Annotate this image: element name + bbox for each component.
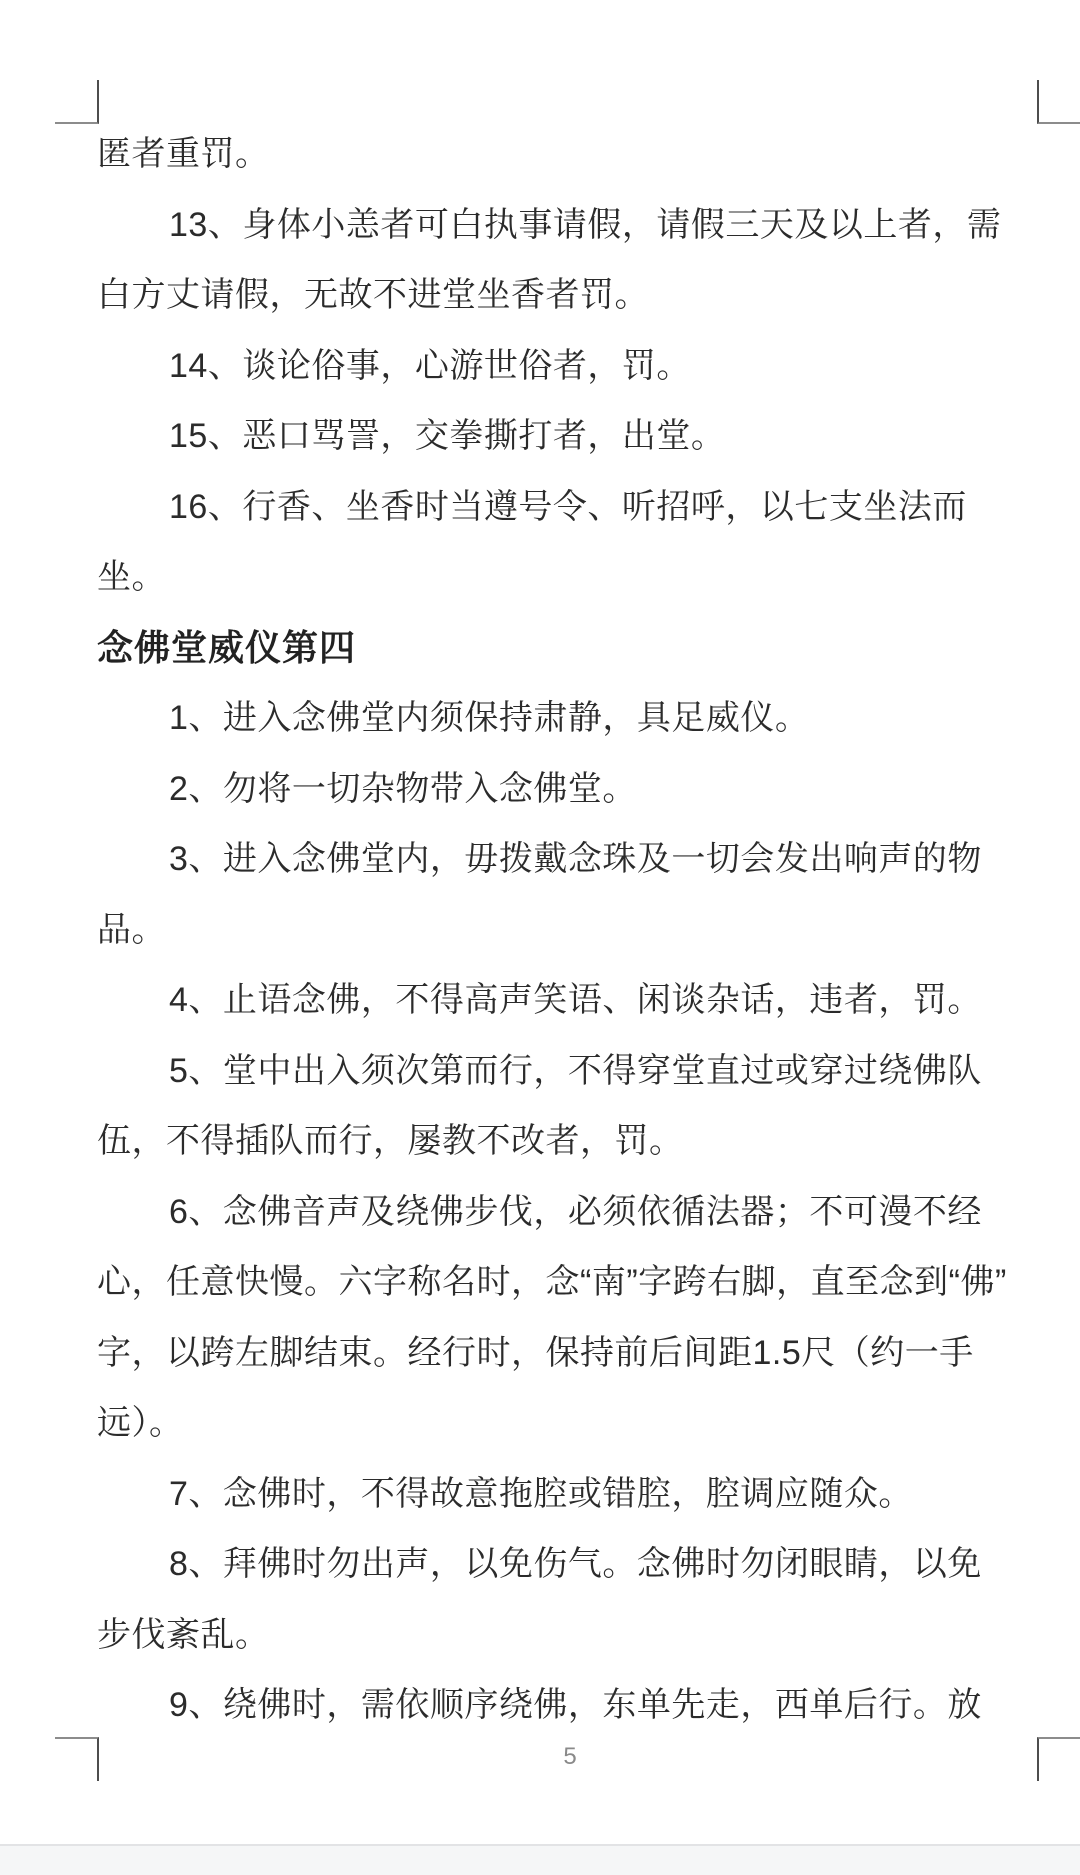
margin-crop-mark-top-left <box>55 80 99 124</box>
bottom-bar <box>0 1844 1080 1875</box>
doc-line: 15、恶口骂詈，交拳撕打者，出堂。 <box>169 417 726 455</box>
doc-body <box>97 119 1043 1741</box>
doc-line: 品。 <box>97 910 166 949</box>
doc-line: 13、身体小恙者可白执事请假，请假三天及以上者，需 <box>169 205 1002 244</box>
doc-line: 3、进入念佛堂内，毋拨戴念珠及一切会发出响声的物 <box>169 840 982 878</box>
doc-line: 匿者重罚。 <box>97 135 270 173</box>
margin-crop-mark-bottom-left <box>55 1737 99 1781</box>
doc-line: 5、堂中出入须次第而行，不得穿堂直过或穿过绕佛队 <box>169 1051 982 1090</box>
doc-line: 伍，不得插队而行，屡教不改者，罚。 <box>97 1122 684 1160</box>
doc-line: 字，以跨左脚结束。经行时，保持前后间距1.5尺（约一手 <box>97 1333 974 1372</box>
margin-crop-mark-top-right <box>1037 80 1080 124</box>
doc-line: 远）。 <box>97 1404 184 1442</box>
doc-line: 16、行香、坐香时当遵号令、听招呼，以七支坐法而 <box>169 487 967 526</box>
doc-line: 心，任意快慢。六字称名时，念“南”字跨右脚，直至念到“佛” <box>97 1263 1007 1301</box>
doc-line: 8、拜佛时勿出声，以免伤气。念佛时勿闭眼睛，以免 <box>169 1545 982 1583</box>
doc-line: 念佛堂威仪第四 <box>97 626 357 668</box>
page-number: 5 <box>563 1743 577 1770</box>
doc-line: 白方丈请假，无故不进堂坐香者罚。 <box>97 276 649 314</box>
doc-line: 6、念佛音声及绕佛步伐，必须依循法器；不可漫不经 <box>169 1192 982 1231</box>
doc-line: 9、绕佛时，需依顺序绕佛，东单先走，西单后行。放 <box>169 1686 982 1724</box>
doc-line: 2、勿将一切杂物带入念佛堂。 <box>169 769 637 808</box>
margin-crop-mark-bottom-right <box>1037 1737 1080 1781</box>
doc-line: 1、进入念佛堂内须保持肃静，具足威仪。 <box>169 699 810 737</box>
doc-line: 7、念佛时，不得故意拖腔或错腔，腔调应随众。 <box>169 1474 913 1513</box>
doc-line: 步伐紊乱。 <box>97 1615 270 1654</box>
doc-line: 4、止语念佛，不得高声笑语、闲谈杂话，违者，罚。 <box>169 981 982 1019</box>
doc-line: 14、谈论俗事，心游世俗者，罚。 <box>169 346 691 385</box>
doc-line: 坐。 <box>97 558 166 596</box>
